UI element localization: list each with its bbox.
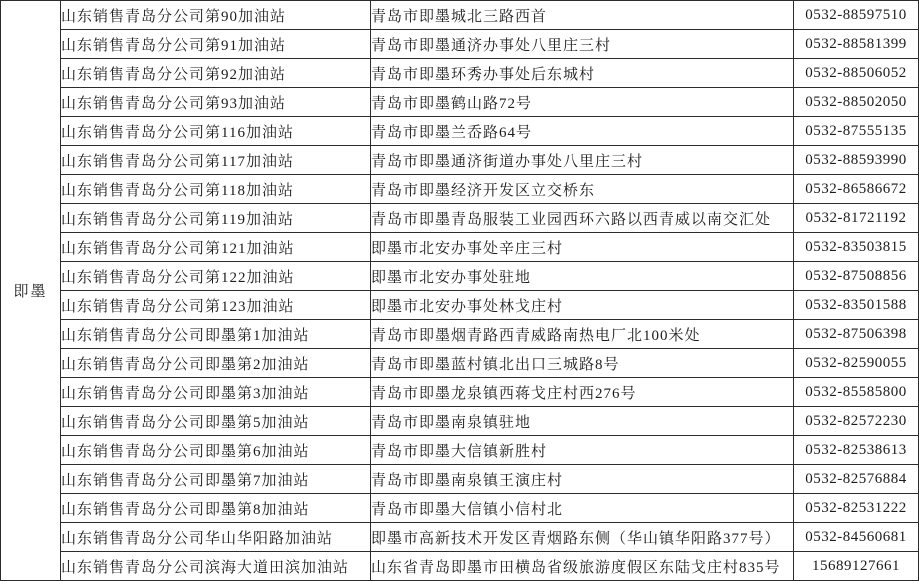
station-name-cell: 山东销售青岛分公司即墨第6加油站 [61,436,371,465]
station-name-cell: 山东销售青岛分公司即墨第7加油站 [61,465,371,494]
table-row [1,465,919,494]
station-name-cell: 山东销售青岛分公司第123加油站 [61,291,371,320]
address-cell: 青岛市即墨南泉镇王演庄村 [371,465,794,494]
phone-cell: 0532-81721192 [794,204,919,233]
address-cell: 青岛市即墨蓝村镇北出口三城路8号 [371,349,794,378]
table-row [1,349,919,378]
table-row [1,88,919,117]
address-cell: 即墨市北安办事处辛庄三村 [371,233,794,262]
station-name-cell: 山东销售青岛分公司即墨第1加油站 [61,320,371,349]
address-cell: 青岛市即墨城北三路西首 [371,1,794,30]
station-name-cell: 山东销售青岛分公司华山华阳路加油站 [61,523,371,552]
address-cell: 青岛市即墨环秀办事处后东城村 [371,59,794,88]
phone-cell: 0532-82538613 [794,436,919,465]
station-name-cell: 山东销售青岛分公司第121加油站 [61,233,371,262]
phone-cell: 0532-83503815 [794,233,919,262]
table-row [1,378,919,407]
table-body [1,1,919,581]
phone-cell: 0532-88506052 [794,59,919,88]
address-cell: 青岛市即墨青岛服装工业园西环六路以西青威以南交汇处 [371,204,794,233]
region-label-cell: 即墨 [1,1,61,581]
table-row [1,146,919,175]
phone-cell: 0532-88502050 [794,88,919,117]
address-cell: 青岛市即墨南泉镇驻地 [371,407,794,436]
table-row [1,117,919,146]
table-row [1,204,919,233]
phone-cell: 0532-88597510 [794,1,919,30]
phone-cell: 0532-82572230 [794,407,919,436]
station-name-cell: 山东销售青岛分公司第122加油站 [61,262,371,291]
station-name-cell: 山东销售青岛分公司即墨第5加油站 [61,407,371,436]
station-name-cell: 山东销售青岛分公司第93加油站 [61,88,371,117]
phone-cell: 0532-85585800 [794,378,919,407]
address-cell: 青岛市即墨鹤山路72号 [371,88,794,117]
phone-cell: 0532-87555135 [794,117,919,146]
table-row [1,291,919,320]
station-name-cell: 山东销售青岛分公司即墨第8加油站 [61,494,371,523]
address-cell: 青岛市即墨通济街道办事处八里庄三村 [371,146,794,175]
station-name-cell: 山东销售青岛分公司即墨第2加油站 [61,349,371,378]
address-cell: 青岛市即墨烟青路西青威路南热电厂北100米处 [371,320,794,349]
phone-cell: 0532-88581399 [794,30,919,59]
table-row [1,59,919,88]
address-cell: 山东省青岛即墨市田横岛省级旅游度假区东陆戈庄村835号 [371,552,794,581]
station-name-cell: 山东销售青岛分公司即墨第3加油站 [61,378,371,407]
table-row [1,494,919,523]
address-cell: 青岛市即墨龙泉镇西蒋戈庄村西276号 [371,378,794,407]
station-name-cell: 山东销售青岛分公司滨海大道田滨加油站 [61,552,371,581]
station-name-cell: 山东销售青岛分公司第118加油站 [61,175,371,204]
station-name-cell: 山东销售青岛分公司第92加油站 [61,59,371,88]
table-row [1,436,919,465]
address-cell: 青岛市即墨通济办事处八里庄三村 [371,30,794,59]
address-cell: 青岛市即墨大信镇新胜村 [371,436,794,465]
phone-cell: 0532-82590055 [794,349,919,378]
station-name-cell: 山东销售青岛分公司第91加油站 [61,30,371,59]
phone-cell: 0532-87506398 [794,320,919,349]
phone-cell: 0532-87508856 [794,262,919,291]
address-cell: 青岛市即墨经济开发区立交桥东 [371,175,794,204]
phone-cell: 0532-88593990 [794,146,919,175]
table-row [1,233,919,262]
table-row [1,262,919,291]
phone-cell: 15689127661 [794,552,919,581]
address-cell: 青岛市即墨大信镇小信村北 [371,494,794,523]
phone-cell: 0532-82576884 [794,465,919,494]
station-name-cell: 山东销售青岛分公司第90加油站 [61,1,371,30]
address-cell: 即墨市北安办事处林戈庄村 [371,291,794,320]
address-cell: 即墨市高新技术开发区青烟路东侧（华山镇华阳路377号） [371,523,794,552]
phone-cell: 0532-83501588 [794,291,919,320]
table-row [1,320,919,349]
address-cell: 青岛市即墨兰岙路64号 [371,117,794,146]
station-name-cell: 山东销售青岛分公司第119加油站 [61,204,371,233]
table-row [1,523,919,552]
table-row [1,407,919,436]
table-row [1,30,919,59]
address-cell: 即墨市北安办事处驻地 [371,262,794,291]
phone-cell: 0532-86586672 [794,175,919,204]
table-row [1,1,919,30]
station-name-cell: 山东销售青岛分公司第117加油站 [61,146,371,175]
table-row [1,175,919,204]
phone-cell: 0532-82531222 [794,494,919,523]
phone-cell: 0532-84560681 [794,523,919,552]
table-row [1,552,919,581]
station-name-cell: 山东销售青岛分公司第116加油站 [61,117,371,146]
